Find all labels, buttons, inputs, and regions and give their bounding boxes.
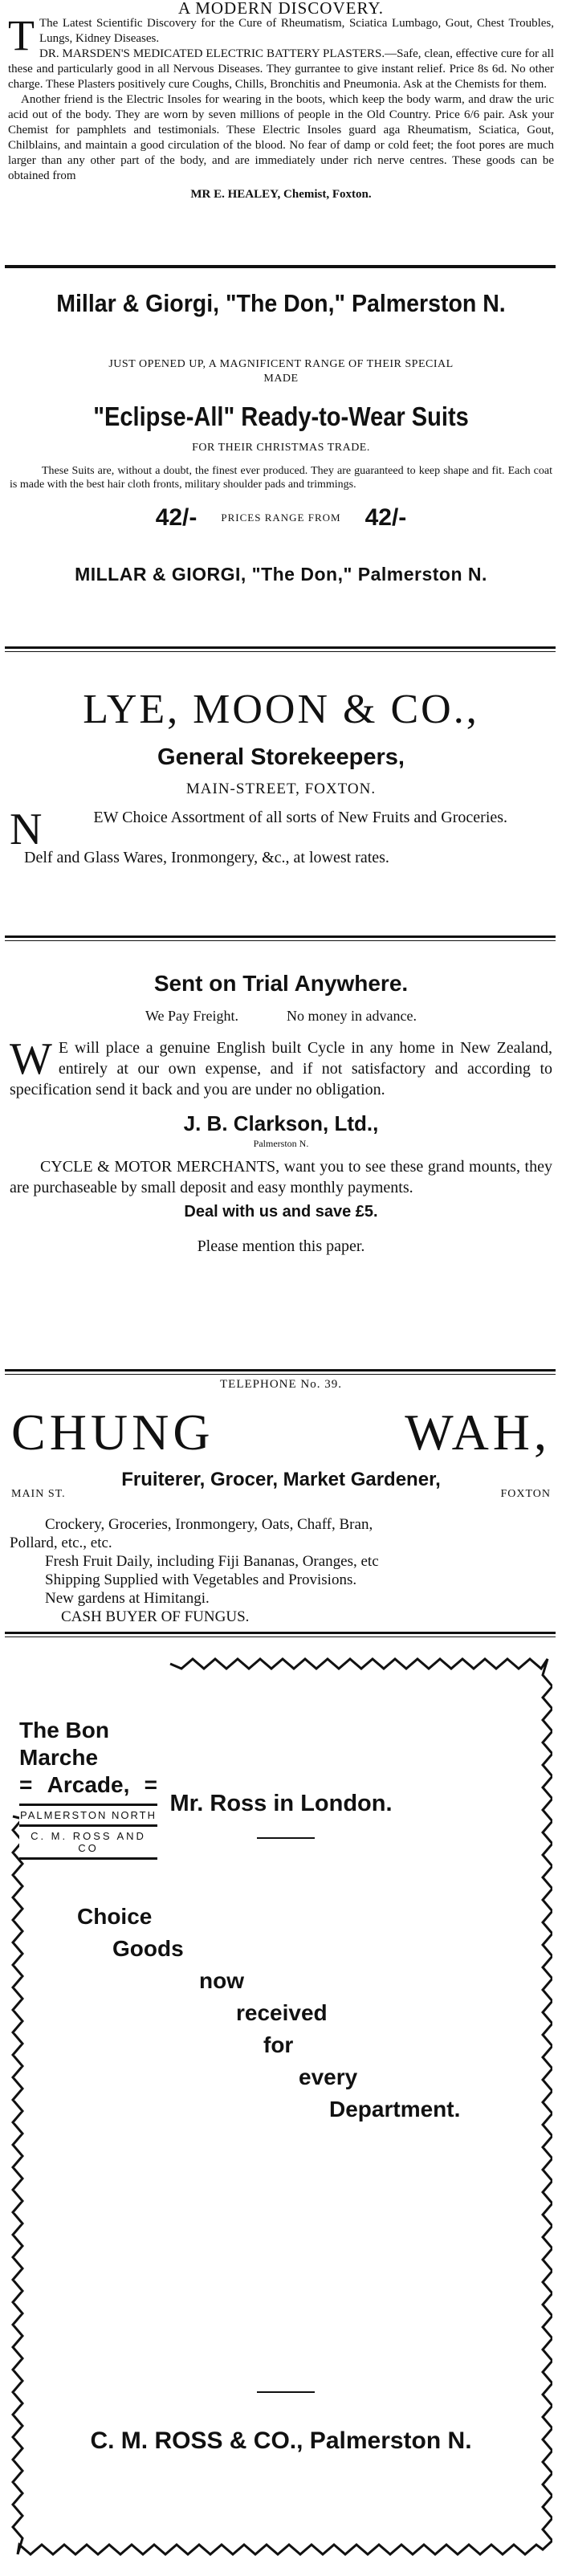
price-left: 42/- [155, 504, 198, 531]
price-label: PRICES RANGE FROM [221, 512, 341, 524]
paragraph-insoles: Another friend is the Electric Insoles for wearing in the boots, which keep the body warm, and draw the uric acid out of the body. They are worn by seven millions of people in the Old Country. Price 6/6 pair. Ask your Chemist for pamphlets and testimonials. These Electric Insoles guard aga Rheumatism, Sciatica, Gout, Chilblains, and maintain a good circulation of the blood. No fear of damp or cold feet; the foot pores are much larger than any other part of the body, and are immediately under rich nerve centres. These goods can be obtained from [8, 93, 554, 182]
ad-subtitle: General Storekeepers, [157, 744, 405, 770]
stair-line: for [263, 2032, 294, 2057]
store-logo [19, 1717, 157, 1860]
ad-address: MAIN-STREET, FOXTON. [185, 781, 377, 797]
trade-line: FOR THEIR CHRISTMAS TRADE. [192, 442, 370, 454]
ad-signature: MR E. HEALEY, Chemist, Foxton. [190, 188, 372, 201]
intro-line: JUST OPENED UP, A MAGNIFICENT RANGE OF THEIR SPECIAL [108, 358, 454, 370]
divider [257, 2391, 315, 2393]
trade-line: Fruiterer, Grocer, Market Gardener, [121, 1469, 441, 1490]
divider [5, 935, 556, 938]
logo-line: = Arcade, = [19, 1772, 157, 1797]
paragraph-cycle: CYCLE & MOTOR MERCHANTS, want you to see these grand mounts, they are purchaseable by small deposit and easy monthly payments. [10, 1158, 552, 1196]
please-mention: Please mention this paper. [197, 1237, 365, 1255]
divider [5, 265, 556, 268]
telephone: TELEPHONE No. 39. [220, 1378, 342, 1391]
stair-line: Choice [77, 1904, 153, 1929]
stair-line: received [236, 2000, 328, 2025]
price-row [10, 504, 552, 532]
divider [5, 651, 556, 652]
intro-line-cont: MADE [263, 373, 299, 385]
ad-footer: C. M. ROSS & CO., Palmerston N. [90, 2427, 472, 2454]
paragraph-discovery: T The Latest Scientific Discovery for the Cure of Rheumatism, Sciatica Lumbago, Gout, Chest Troubles, Lungs, Kidney Diseases. [8, 11, 554, 59]
ad-modern-discovery [0, 0, 562, 257]
paragraph-offer: W E will place a genuine English built Cycle in any home in New Zealand, entirely at our own expense, and if not satisfactory and according to specification send it back and you are under no obligation. [10, 1034, 552, 1098]
name-left: CHUNG [11, 1404, 214, 1461]
divider [5, 1636, 556, 1637]
ad-heading: Millar & Giorgi, "The Don," Palmerston N. [56, 289, 506, 317]
logo-firm: C. M. ROSS AND CO [19, 1827, 157, 1860]
freight-text: We Pay Freight. [145, 1008, 239, 1024]
paragraph-delf: Delf and Glass Wares, Ironmongery, &c., at lowest rates. [24, 849, 389, 866]
ad-lye-moon [0, 658, 562, 923]
firm-location: Palmerston N. [253, 1138, 309, 1149]
ad-footer: MILLAR & GIORGI, "The Don," Palmerston N. [75, 564, 487, 585]
paragraph-plasters: DR. MARSDEN'S MEDICATED ELECTRIC BATTERY PLASTERS.—Safe, clean, effective cure for all these and particularly good in all Nervous Diseases. They gurrantee to give instant relief. Price 8s 6d. No other charge. These Plasters positively cure Coughs, Chills, Bronchitis and Pneumonia. Ask at the Chemists for them. [8, 47, 554, 91]
ad-millar-giorgi [0, 273, 562, 658]
list-item: CASH BUYER OF FUNGUS. [61, 1608, 250, 1625]
divider [5, 1632, 556, 1634]
ad-chung-wah [0, 1365, 562, 1630]
ad-heading: LYE, MOON & CO., [83, 687, 479, 732]
product-heading: "Eclipse-All" Ready-to-Wear Suits [93, 401, 469, 431]
ad-subline [10, 1008, 552, 1025]
list-item: Fresh Fruit Daily, including Fiji Bananas, Oranges, etc [45, 1553, 379, 1570]
ad-body [8, 11, 554, 184]
drop-cap: N [10, 805, 43, 854]
list-item: New gardens at Himitangi. [45, 1590, 210, 1607]
product-description: These Suits are, without a doubt, the finest ever produced. They are guaranteed to keep shape and fit. Each coat is made with the best hair cloth fronts, military shoulder pads and trimmings. [10, 465, 552, 491]
logo-location: PALMERSTON NORTH [19, 1804, 157, 1827]
ad-sent-on-trial [0, 944, 562, 1369]
list-item: Pollard, etc., etc. [10, 1535, 112, 1551]
divider [257, 1837, 315, 1839]
street: MAIN ST. [11, 1488, 66, 1500]
ad-heading: Sent on Trial Anywhere. [153, 971, 409, 996]
stair-line: now [199, 1968, 244, 1993]
price-right: 42/- [364, 504, 407, 531]
list-item: Shipping Supplied with Vegetables and Provisions. [45, 1571, 357, 1588]
ad-bon-marche [0, 1646, 562, 2576]
town: FOXTON [500, 1488, 551, 1500]
drop-cap: W [10, 1034, 52, 1084]
advance-text: No money in advance. [287, 1008, 417, 1024]
logo-line: The Bon Marche [19, 1718, 109, 1770]
stair-line: Goods [112, 1936, 184, 1961]
divider [5, 940, 556, 941]
divider [5, 646, 556, 649]
list-item: Crockery, Groceries, Ironmongery, Oats, Chaff, Bran, [45, 1516, 373, 1533]
goods-list [10, 1515, 552, 1626]
ad-heading [10, 1404, 552, 1461]
paragraph-new: N EW Choice Assortment of all sorts of New Fruits and Groceries. [10, 805, 508, 854]
stair-line: every [299, 2064, 358, 2089]
ad-heading: Mr. Ross in London. [169, 1791, 393, 1816]
name-right: WAH, [405, 1404, 551, 1461]
drop-cap: T [8, 11, 35, 59]
stair-line: Department. [329, 2097, 461, 2122]
deal-line: Deal with us and save £5. [184, 1203, 378, 1221]
ad-title: A MODERN DISCOVERY. [177, 0, 385, 18]
firm-name: J. B. Clarkson, Ltd., [183, 1111, 379, 1135]
